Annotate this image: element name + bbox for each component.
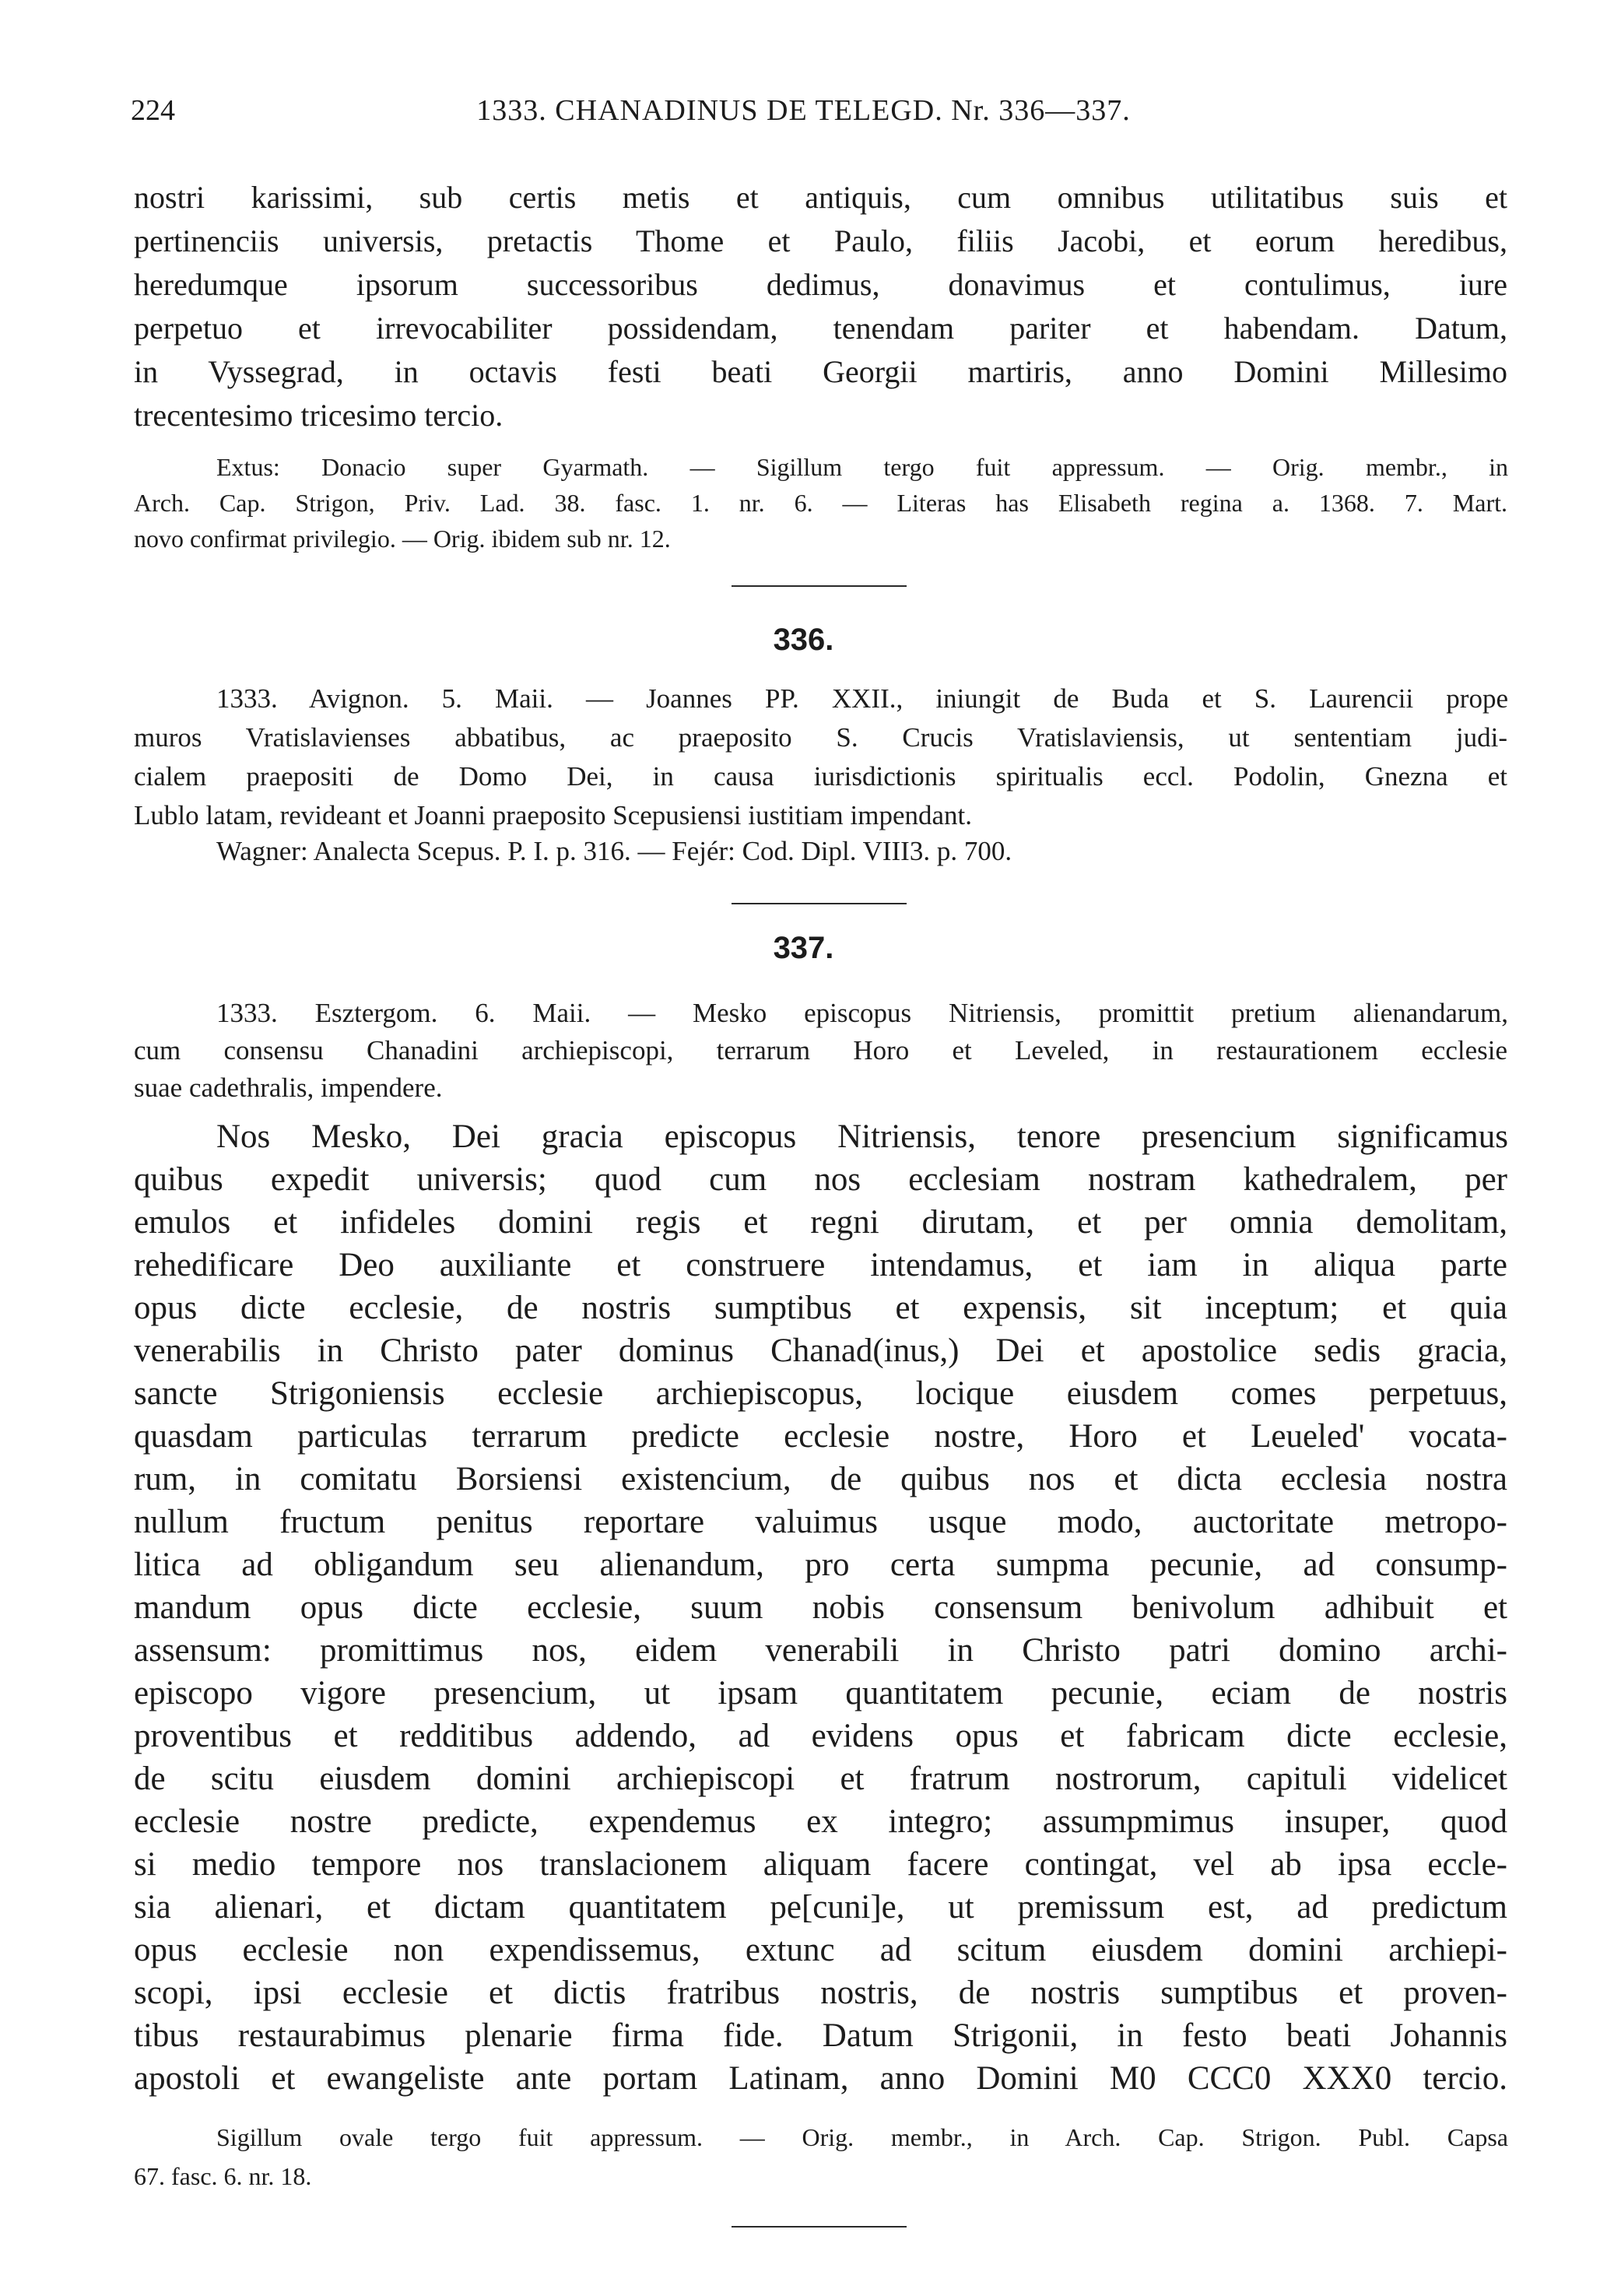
charter-text-line: rehedificare Deo auxiliante et construere intendamus, et iam in aliqua parte [134,1247,1507,1283]
charter-text-line: quibus expedit universis; quod cum nos ecclesiam nostram kathedralem, per [134,1161,1507,1198]
regest-line: 1333. Avignon. 5. Maii. — Joannes PP. XXII., iniungit de Buda et S. Laurencii prope [216,683,1508,714]
charter-text-line: venerabilis in Christo pater dominus Chanad(inus,) Dei et apostolice sedis gracia, [134,1332,1507,1369]
archival-note-line: 67. fasc. 6. nr. 18. [134,2162,312,2190]
charter-text-line: Nos Mesko, Dei gracia episcopus Nitriensis, tenore presencium significamus [216,1118,1508,1155]
section-divider [732,2226,907,2228]
archival-note-line: novo confirmat privilegio. — Orig. ibidem sub nr. 12. [134,525,671,553]
regest-line: cialem praepositi de Domo Dei, in causa iurisdictionis spiritualis eccl. Podolin, Gnezna et [134,761,1507,792]
continuation-line: pertinenciis universis, pretactis Thome et Paulo, filiis Jacobi, et eorum heredibus, [134,223,1507,258]
section-divider [732,903,907,904]
document-number-336: 336. [773,623,834,657]
archival-note-line: Sigillum ovale tergo fuit appressum. — Orig. membr., in Arch. Cap. Strigon. Publ. Capsa [216,2123,1508,2151]
archival-note-line: Arch. Cap. Strigon, Priv. Lad. 38. fasc. 1. nr. 6. — Literas has Elisabeth regina a. 1368. 7. Mart. [134,489,1507,517]
charter-text-line: emulos et infideles domini regis et regni dirutam, et per omnia demolitam, [134,1204,1507,1241]
running-title: 1333. CHANADINUS DE TELEGD. Nr. 336—337. [476,94,1131,127]
source-reference: Wagner: Analecta Scepus. P. I. p. 316. — Fejér: Cod. Dipl. VIII3. p. 700. [216,836,1012,866]
regest-line: 1333. Esztergom. 6. Maii. — Mesko episcopus Nitriensis, promittit pretium alienandarum, [216,998,1508,1028]
charter-text-line: opus ecclesie non expendissemus, extunc ad scitum eiusdem domini archiepi- [134,1932,1507,1968]
charter-text-line: proventibus et redditibus addendo, ad evidens opus et fabricam dicte ecclesie, [134,1718,1507,1754]
continuation-line: nostri karissimi, sub certis metis et antiquis, cum omnibus utilitatibus suis et [134,180,1507,215]
charter-text-line: quasdam particulas terrarum predicte ecclesie nostre, Horo et Leueled' vocata- [134,1418,1507,1455]
charter-text-line: scopi, ipsi ecclesie et dictis fratribus nostris, de nostris sumptibus et proven- [134,1975,1507,2011]
archival-note-line: Extus: Donacio super Gyarmath. — Sigillum tergo fuit appressum. — Orig. membr., in [216,453,1508,481]
regest-line: suae cadethralis, impendere. [134,1073,443,1103]
charter-text-line: assensum: promittimus nos, eidem venerabili in Christo patri domino archi- [134,1632,1507,1669]
charter-text-line: sancte Strigoniensis ecclesie archiepiscopus, locique eiusdem comes perpetuus, [134,1375,1507,1412]
charter-text-line: de scitu eiusdem domini archiepiscopi et fratrum nostrorum, capituli videlicet [134,1761,1507,1797]
charter-text-line: rum, in comitatu Borsiensi existencium, de quibus nos et dicta ecclesia nostra [134,1461,1507,1497]
charter-text-line: litica ad obligandum seu alienandum, pro certa sumpma pecunie, ad consump- [134,1546,1507,1583]
document-number-337: 337. [773,931,834,965]
charter-text-line: tibus restaurabimus plenarie firma fide. Datum Strigonii, in festo beati Johannis [134,2017,1507,2054]
charter-text-line: ecclesie nostre predicte, expendemus ex integro; assumpmimus insuper, quod [134,1803,1507,1840]
continuation-line: in Vyssegrad, in octavis festi beati Georgii martiris, anno Domini Millesimo [134,354,1507,389]
regest-line: cum consensu Chanadini archiepiscopi, terrarum Horo et Leveled, in restaurationem ecclesie [134,1035,1507,1065]
page-number: 224 [131,94,175,127]
continuation-line: perpetuo et irrevocabiliter possidendam, tenendam pariter et habendam. Datum, [134,311,1507,346]
continuation-line: trecentesimo tricesimo tercio. [134,398,504,433]
charter-text-line: opus dicte ecclesie, de nostris sumptibus et expensis, sit inceptum; et quia [134,1290,1507,1326]
section-divider [732,585,907,587]
regest-line: muros Vratislavienses abbatibus, ac praeposito S. Crucis Vratislaviensis, ut sententiam judi- [134,722,1507,753]
charter-text-line: nullum fructum penitus reportare valuimus usque modo, auctoritate metropo- [134,1504,1507,1540]
charter-text-line: apostoli et ewangeliste ante portam Latinam, anno Domini M0 CCC0 XXX0 tercio. [134,2060,1507,2097]
continuation-line: heredumque ipsorum successoribus dedimus, donavimus et contulimus, iure [134,267,1507,302]
charter-text-line: episcopo vigore presencium, ut ipsam quantitatem pecunie, eciam de nostris [134,1675,1507,1711]
charter-text-line: mandum opus dicte ecclesie, suum nobis consensum benivolum adhibuit et [134,1589,1507,1626]
regest-line: Lublo latam, revideant et Joanni praeposito Scepusiensi iustitiam impendant. [134,800,972,830]
charter-text-line: si medio tempore nos translacionem aliquam facere contingat, vel ab ipsa eccle- [134,1846,1507,1883]
charter-text-line: sia alienari, et dictam quantitatem pe[cuni]e, ut premissum est, ad predictum [134,1889,1507,1926]
